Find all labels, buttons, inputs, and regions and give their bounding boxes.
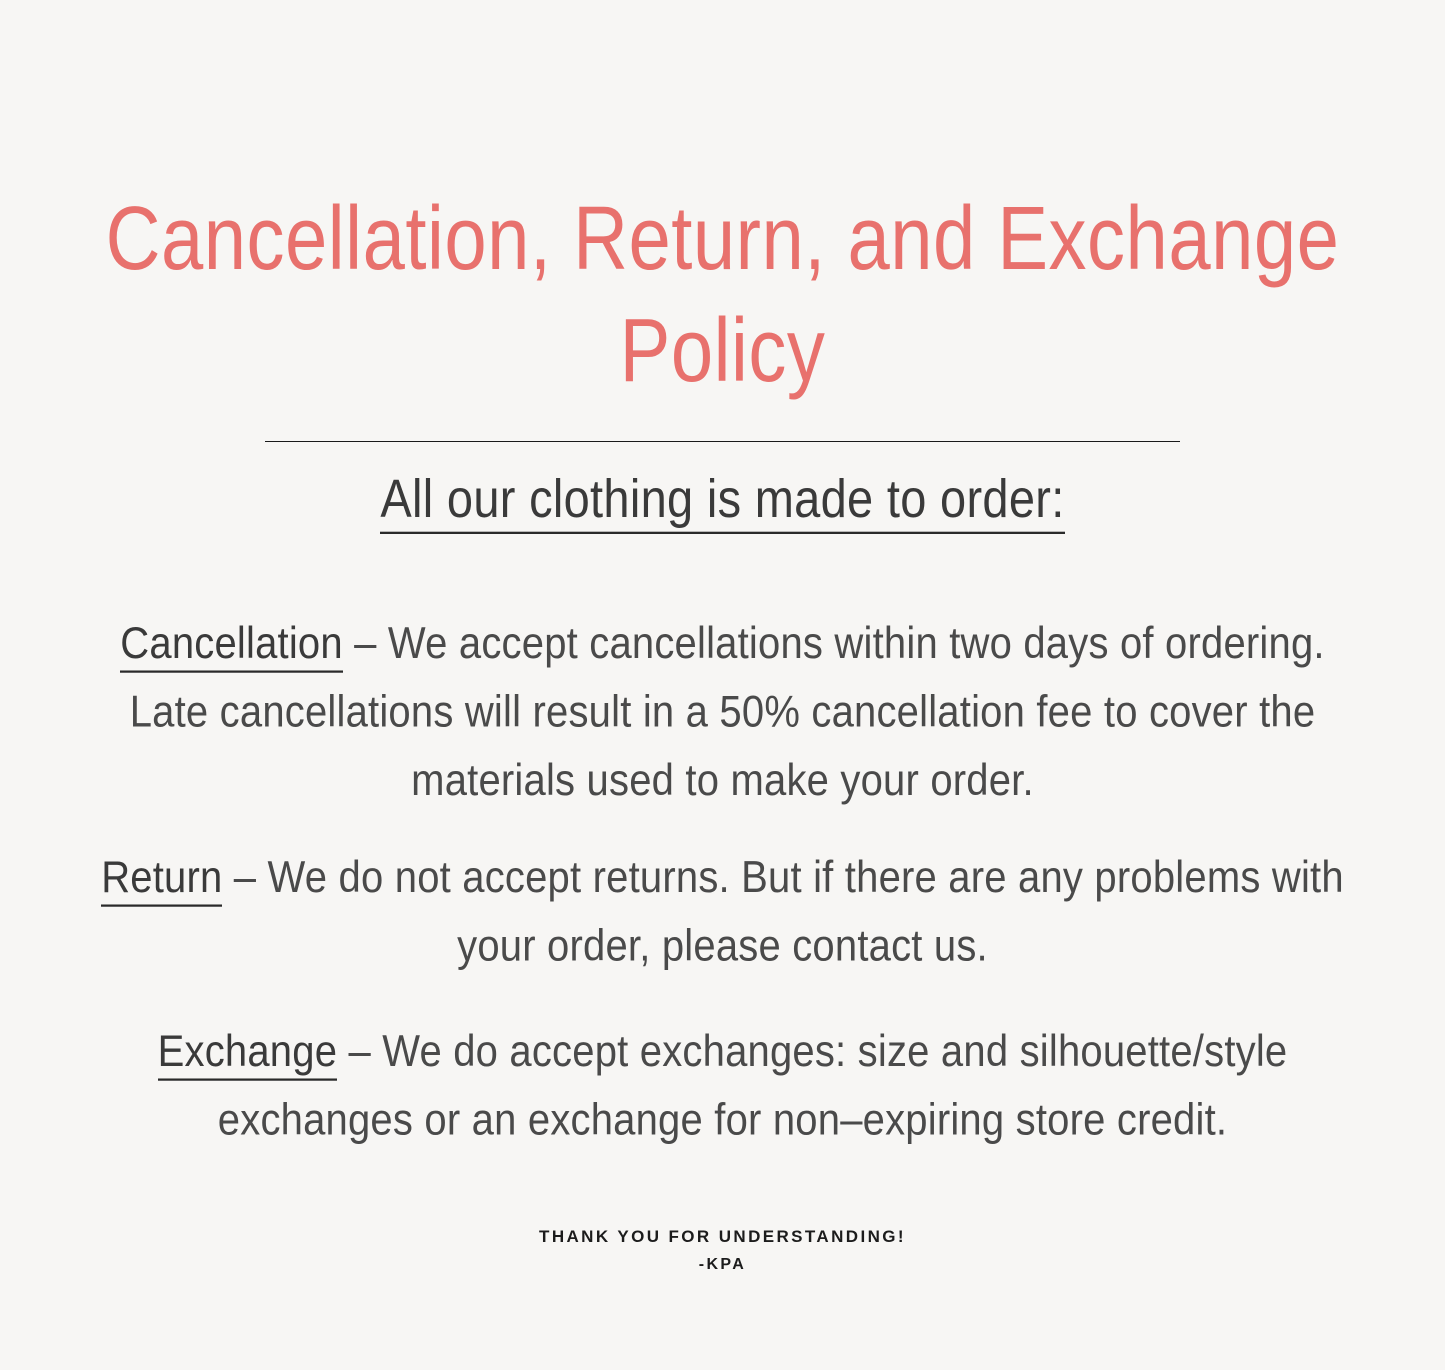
- policy-section-cancellation: [78, 610, 1367, 814]
- footer-signature: -KPA: [698, 1256, 747, 1273]
- section-text-exchange: We do accept exchanges: size and silhouette/style exchanges or an exchange for non–expiring store credit.: [217, 1026, 1288, 1145]
- subtitle-text: All our clothing is made to order:: [380, 467, 1064, 534]
- policy-section-return: [78, 844, 1367, 980]
- page-title: Cancellation, Return, and Exchange Policy: [105, 188, 1340, 402]
- section-dash-exchange: –: [337, 1026, 383, 1077]
- section-term-exchange: Exchange: [158, 1027, 338, 1081]
- footer: [0, 1227, 1445, 1274]
- policy-sections: [0, 518, 1445, 1145]
- subtitle: [0, 442, 1445, 529]
- section-text-cancellation: We accept cancellations within two days of ordering. Late cancellations will result in a 50% cancellation fee to cover the materials used to make your order.: [129, 619, 1325, 805]
- section-term-return: Return: [101, 853, 222, 907]
- section-text-return: We do not accept returns. But if there are any problems with your order, please contact us.: [267, 853, 1344, 971]
- section-dash-cancellation: –: [342, 619, 388, 669]
- footer-thank-you: THANK YOU FOR UNDERSTANDING!: [539, 1227, 906, 1246]
- policy-section-exchange: [78, 1018, 1367, 1154]
- section-dash-return: –: [222, 853, 268, 903]
- section-term-cancellation: Cancellation: [120, 619, 343, 673]
